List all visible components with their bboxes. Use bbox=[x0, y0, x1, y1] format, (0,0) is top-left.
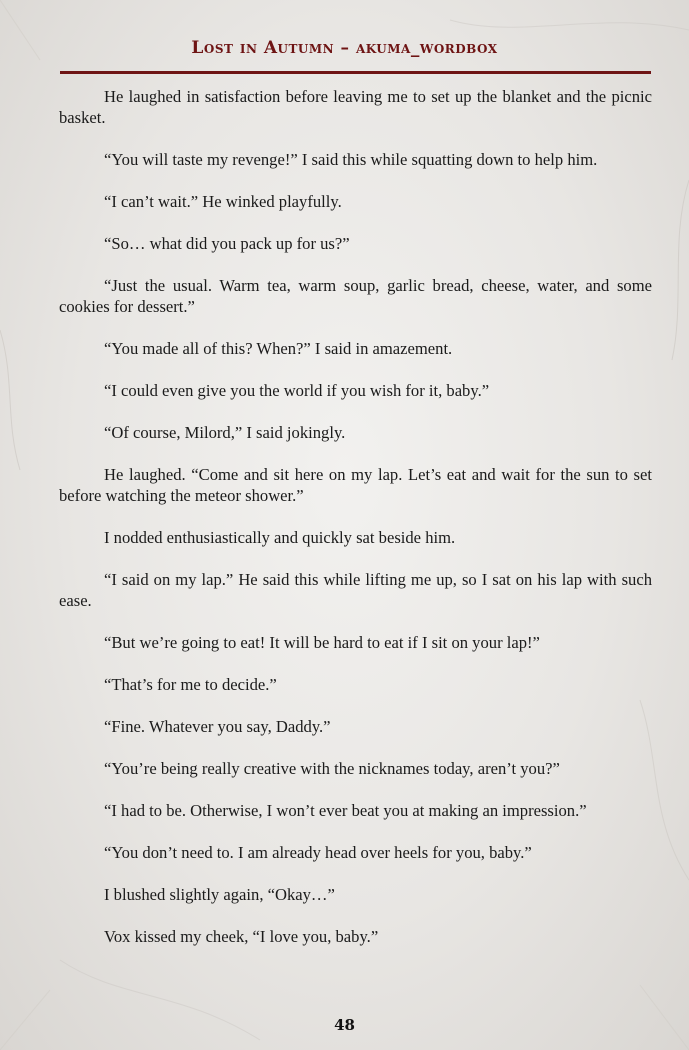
paragraph: “You’re being really creative with the nicknames today, aren’t you?” bbox=[104, 759, 560, 778]
paragraph: “Fine. Whatever you say, Daddy.” bbox=[104, 717, 331, 736]
paragraph: “I said on my lap.” He said this while lifting me up, so I sat on his lap with such ease. bbox=[59, 570, 652, 610]
paragraph: “Of course, Milord,” I said jokingly. bbox=[104, 423, 346, 442]
paragraph: “But we’re going to eat! It will be hard to eat if I sit on your lap!” bbox=[104, 633, 540, 652]
paragraph: “I could even give you the world if you wish for it, baby.” bbox=[104, 381, 490, 400]
paragraph: “I can’t wait.” He winked playfully. bbox=[104, 192, 342, 211]
paragraph: “So… what did you pack up for us?” bbox=[104, 234, 350, 253]
paragraph: I nodded enthusiastically and quickly sat beside him. bbox=[104, 528, 456, 547]
running-header-title: Lost in Autumn – akuma_wordbox bbox=[191, 38, 498, 58]
paragraph: “You will taste my revenge!” I said this while squatting down to help him. bbox=[104, 150, 598, 169]
paragraph: He laughed in satisfaction before leaving me to set up the blanket and the picnic basket. bbox=[59, 87, 652, 127]
paragraph: I blushed slightly again, “Okay…” bbox=[104, 885, 335, 904]
paragraph: He laughed. “Come and sit here on my lap. Let’s eat and wait for the sun to set before watching the meteor shower.” bbox=[59, 465, 652, 505]
paragraph: “You made all of this? When?” I said in amazement. bbox=[104, 339, 453, 358]
page-number: 48 bbox=[334, 1016, 355, 1034]
story-body bbox=[59, 86, 652, 968]
paragraph: “That’s for me to decide.” bbox=[104, 675, 277, 694]
header-divider bbox=[60, 71, 651, 74]
paragraph: Vox kissed my cheek, “I love you, baby.” bbox=[104, 927, 379, 946]
paragraph: “I had to be. Otherwise, I won’t ever beat you at making an impression.” bbox=[104, 801, 587, 820]
paragraph: “You don’t need to. I am already head over heels for you, baby.” bbox=[104, 843, 532, 862]
paragraph: “Just the usual. Warm tea, warm soup, garlic bread, cheese, water, and some cookies for dessert.” bbox=[59, 276, 652, 316]
